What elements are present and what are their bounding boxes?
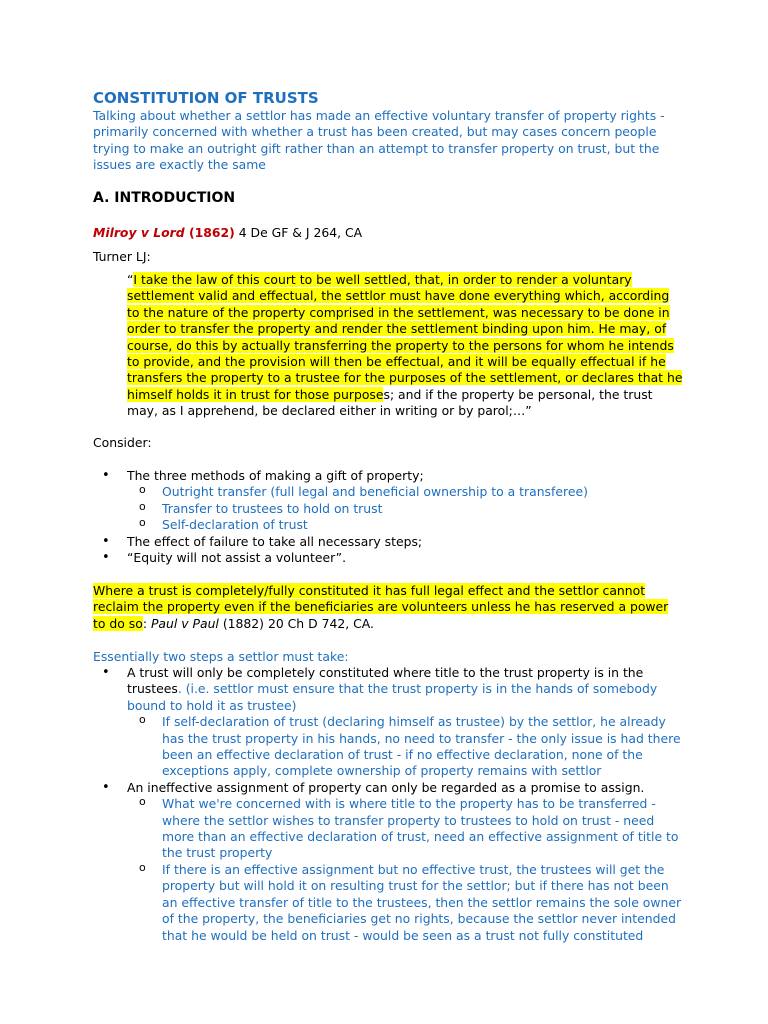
consider-label: Consider:	[93, 435, 152, 450]
list-item: • “Equity will not assist a volunteer”.	[93, 550, 683, 566]
judge-label: Turner LJ:	[93, 249, 151, 264]
case-citation-paul: (1882) 20 Ch D 742, CA.	[218, 615, 374, 631]
steps-heading: Essentially two steps a settlor must take:	[93, 649, 349, 664]
case-name-paul: Paul v Paul	[150, 615, 219, 631]
list-item	[93, 468, 683, 534]
step-one-text: A trust will only be completely constituted where title to the trust property is in the trustees	[127, 665, 644, 697]
step-one-period: .	[177, 681, 182, 697]
principle-paragraph	[93, 583, 683, 632]
judicial-quote	[127, 272, 683, 420]
quote-highlighted-text: I take the law of this court to be well settled, that, in order to render a voluntary settlement valid and effectual, the settlor must have done everything which, according to the nature of the property comprised in the settlement, was necessary to be done in order to transfer the property and render the settlement binding upon him. He may, of course, do this by actually transferring the property to the persons for whom he intends to provide, and the provision will then be effectual, and it will be equally effectual if he transfers the property to a trustee for the purposes of the settlement, or declares that he himself holds it in trust for those purpose	[127, 272, 683, 402]
step-two-text: An ineffective assignment of property can only be regarded as a promise to assign.	[127, 779, 645, 795]
quote-open-mark: “	[127, 272, 134, 287]
case-citation: 4 De GF & J 264, CA	[234, 225, 363, 240]
step-one-subpoint: o If self-declaration of trust (declaring himself as trustee) by the settlor, he already has the trust property in his hands, no need to transfer - the only issue is had there been an effective declaration of trust - if no effective declaration, none of the exceptions apply, complete ownership of property remains with settlor	[127, 714, 683, 780]
case-name: Milroy v Lord	[93, 225, 185, 240]
step-one-sublist	[127, 714, 683, 780]
consider-list	[93, 468, 683, 566]
document-title: CONSTITUTION OF TRUSTS	[93, 89, 319, 107]
step-two-subpoint: o What we're concerned with is where title to the property has to be transferred - where the settlor wishes to transfer property to trustees to hold on trust - need more than an effective declaration of trust, need an effective assignment of title to the trust property	[127, 796, 683, 862]
intro-paragraph: Talking about whether a settlor has made an effective voluntary transfer of property rights - primarily concerned with whether a trust has been created, but may cases concern people trying to make an outright gift rather than an attempt to transfer property on trust, but the issues are exactly the same	[93, 108, 665, 173]
step-two	[93, 780, 683, 944]
step-two-subpoint: o If there is an effective assignment but no effective trust, the trustees will get the property but will hold it on resulting trust for the settlor; but if there has not been an effective transfer of title to the trustees, then the settlor remains the sole owner of the property, the beneficiaries get no rights, because the settlor never intended that he would be held on trust - would be seen as a trust not fully constituted	[127, 862, 683, 944]
case-year: (1862)	[184, 225, 235, 240]
list-item-text: The three methods of making a gift of property;	[127, 468, 424, 483]
principle-colon: :	[142, 615, 151, 631]
method-outright-transfer: o Outright transfer (full legal and beneficial ownership to a transferee)	[127, 484, 683, 500]
methods-sublist	[127, 484, 683, 533]
list-item: • The effect of failure to take all necessary steps;	[93, 534, 683, 550]
step-one	[93, 665, 683, 780]
step-two-sublist	[127, 796, 683, 944]
case-reference-milroy	[93, 225, 362, 240]
steps-list	[93, 665, 683, 944]
method-self-declaration: o Self-declaration of trust	[127, 517, 683, 533]
principle-highlighted-text: Where a trust is completely/fully constituted it has full legal effect and the settlor cannot reclaim the property even if the beneficiaries are volunteers unless he has reserved a power to do so	[93, 583, 669, 631]
step-one-note: (i.e. settlor must ensure that the trust property is in the hands of somebody bound to hold it as trustee)	[127, 681, 658, 713]
section-heading: A. INTRODUCTION	[93, 190, 236, 206]
method-transfer-to-trustees: o Transfer to trustees to hold on trust	[127, 501, 683, 517]
quote-rest-text: s; and if the property be personal, the trust may, as I apprehend, be declared either in writing or by parol;…”	[127, 386, 653, 419]
